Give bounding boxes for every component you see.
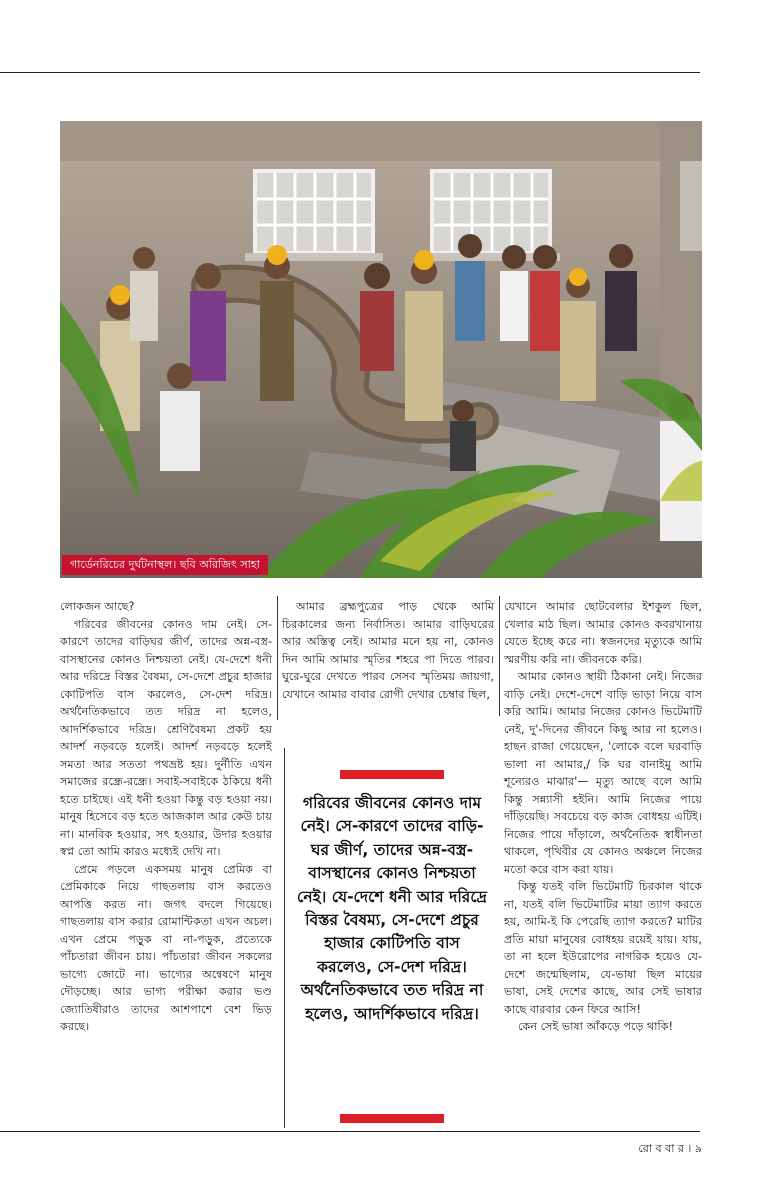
pull-quote — [296, 770, 488, 1130]
article-column-2 — [282, 598, 494, 703]
news-photo — [60, 121, 702, 578]
article-column-1 — [60, 598, 272, 1036]
column-divider-1 — [277, 596, 278, 720]
pull-quote-text: গরিবের জীবনের কোনও দাম নেই। সে-কারণে তাদের বাড়ি-ঘর জীর্ণ, তাদের অন্ন-বস্ত্র-বাসস্থানের কোনও নিশ্চয়তা নেই। যে-দেশে ধনী আর দরিদ্রে বিস্তর বৈষম্য, সে-দেশে প্রচুর হাজার কোটিপতি বাস করলেও, সে-দেশ দরিদ্র। অর্থনৈতিকভাবে তত দরিদ্র না হলেও, আদর্শিকভাবে দরিদ্র। — [297, 794, 487, 1023]
pullquote-left-rule — [284, 748, 285, 1128]
paragraph: কিন্তু যতই বলি ভিটেমাটি চিরকাল থাকে না, যতই বলি ভিটেমাটির মায়া ত্যাগ করতে হয়, আমি-ই কি পেরেছি ত্যাগ করতে? মাটির প্রতি মায়া মানুষের বোধহয় রয়েই যায়। যায়, তা না হলে ইউরোপের নাগরিক হয়েও যে-দেশে জন্মেছিলাম, যে-ভাষা ছিল মায়ের ভাষা, সেই দেশের কাছে, আর সেই ভাষার কাছে বারবার কেন ফিরে আসি! — [504, 880, 702, 1016]
paragraph: গরিবের জীবনের কোনও দাম নেই। সে-কারণে তাদের বাড়িঘর জীর্ণ, তাদের অন্ন-বস্ত্র-বাসস্থানের কোনও নিশ্চয়তা নেই। যে-দেশে ধনী আর দরিদ্রে বিস্তর বৈষম্য, সে-দেশে প্রচুর হাজার কোটিপতি বাস করলেও, সে-দেশ দরিদ্র। অর্থনৈতিকভাবে তত দরিদ্র না হলেও, আদর্শিকভাবে দরিদ্র। শ্রেণিবৈষম্য প্রকট হয় আদর্শ নড়বড়ে হলেই। আদর্শ নড়বড়ে হলেই সমতা আর সততা পথভ্রষ্ট হয়। দুর্নীতি এখন সমাজের রন্ধ্রে-রন্ধ্রে। সবাই-সবাইকে ঠকিয়ে ধনী হতে চাইছে। এই ধনী হওয়া কিন্তু বড় হওয়া নয়। মানুষ হিসেবে বড় হতে আজকাল আর কেউ চায় না। মানবিক হওয়ার, সৎ হওয়ার, উদার হওয়ার স্বপ্ন তো আমি কারও মধ্যেই দেখি না। — [60, 617, 272, 858]
page-folio: রো ব বা র । ৯ — [638, 1142, 702, 1155]
article-column-3 — [504, 598, 702, 1036]
paragraph: প্রেমে পড়লে একসময় মানুষ প্রেমিক বা প্রেমিকাকে নিয়ে গাছতলায় বাস করতেও আপত্তি করত না। জগৎ বদলে গিয়েছে। গাছতলায় বাস করার রোমান্টিকতা এখন অচল। এখন প্রেমে পড়ুক বা না-পড়ুক, প্রত্যেকে পাঁচতারা জীবন চায়। পাঁচতারা জীবন সকলের ভাগ্যে জোটে না। ভাগ্যের অন্বেষণে মানুষ দৌড়চ্ছে। আর ভাগ্য পরীক্ষা করার ভণ্ড জ্যোতিষীরাও তাদের আশপাশে বেশ ভিড় করছে। — [60, 862, 272, 1033]
paragraph: যেখানে আমার ছোটবেলার ইশকুল ছিল, খেলার মাঠ ছিল। আমার কোনও কবরখানায় যেতে ইচ্ছে করে না। স্বজনদের মৃত্যুকে আমি স্মরণীয় করি না। জীবনকে করি। — [504, 600, 702, 666]
pull-quote-bar-bottom — [340, 1114, 444, 1123]
bottom-rule — [0, 1131, 700, 1132]
column-divider-2 — [499, 596, 500, 716]
paragraph: লোকজন আছে? — [60, 600, 135, 613]
paragraph: আমার কোনও স্থায়ী ঠিকানা নেই। নিজের বাড়ি নেই। দেশে-দেশে বাড়ি ভাড়া নিয়ে বাস করি আমি। আমার নিজের কোনও ভিটেমাটি নেই, দু'-দিনের জীবনে কিছু আর না হলেও। হাছন রাজা গেয়েছেন, 'লোকে বলে ঘরবাড়ি ভালা না আমার,/ কি ঘর বানাইমু আমি শূন্যেরও মাঝার'— মৃত্যু আছে বলে আমি কিন্তু সন্ন্যাসী হইনি। আমি নিজের পায়ে দাঁড়িয়েছি। সবচেয়ে বড় কাজ বোধহয় এটিই। নিজের পায়ে দাঁড়ালে, অর্থনৈতিক স্বাধীনতা থাকলে, পৃথিবীর যে কোনও অঞ্চলে নিজের মতো করে বাস করা যায়। — [504, 670, 702, 876]
photo-caption: গার্ডেনরিচের দুর্ঘটনাস্থল। ছবি অরিজিৎ সাহা — [62, 555, 268, 575]
paragraph: কেন সেই ভাষা আঁকড়ে পড়ে থাকি! — [518, 1020, 674, 1033]
paragraph: আমার ব্রহ্মপুত্রের পাড় থেকে আমি চিরকালের জন্য নির্বাসিত। আমার বাড়িঘরের আর অস্তিত্ব নেই। আমার মনে হয় না, কোনও দিন আমি আমার স্মৃতির শহরে পা দিতে পারব। ঘুরে-ঘুরে দেখতে পারব সেসব স্মৃতিময় জায়গা, যেখানে আমার বাবার রোগী দেখার চেম্বার ছিল, — [282, 600, 494, 701]
top-rule — [0, 72, 700, 73]
pull-quote-bar-top — [340, 770, 444, 779]
